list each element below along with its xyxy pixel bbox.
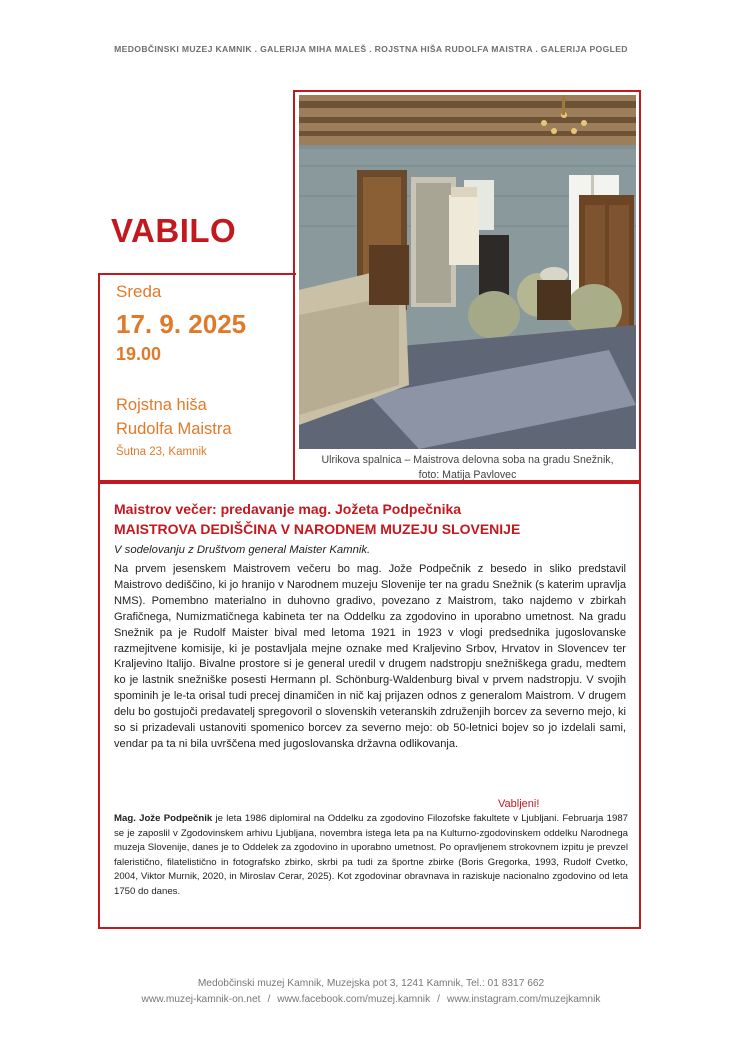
footer-links xyxy=(0,994,742,1005)
event-day: Sreda xyxy=(116,282,162,301)
event-time: 19.00 xyxy=(116,344,162,364)
speaker-bio-text: je leta 1986 diplomiral na Oddelku za zgodovino Filozofske fakultete v Ljubljani. Februarja 1987 se je zaposlil v Zgodovinskem arhivu Ljubljana, novembra istega leta pa na Kulturno-zgodovinskem oddelku Narodnega muzeja Slovenije, danes je to Oddelek za zgodovino in uporabno umetnost. Po opravljenem strokovnem izpitu je prevzel faleristično, filatelistično in fotografsko zbirko, skrbi pa tudi za športne zbirke (Boris Gregorka, 1993, Rudolf Cvetko, 2004, Viktor Murnik, 2020, in Miroslav Cerar, 2025). Kot zgodovinar obravnava in raziskuje nacionalno zgodovino od leta 1750 do danes. xyxy=(114,813,628,897)
speaker-name: Mag. Jože Podpečnik xyxy=(114,813,213,824)
lecture-subtitle: MAISTROVA DEDIŠČINA V NARODNEM MUZEJU SLOVENIJE xyxy=(114,521,521,537)
speaker-bio xyxy=(114,812,628,900)
room-photo xyxy=(299,95,636,449)
lecture-title: Maistrov večer: predavanje mag. Jožeta Podpečnika xyxy=(114,501,462,517)
event-date: 17. 9. 2025 xyxy=(116,309,247,339)
caption-line-1: Ulrikova spalnica – Maistrova delovna soba na gradu Snežnik, xyxy=(321,454,614,466)
venue-line-2: Rudolfa Maistra xyxy=(116,420,232,438)
caption-line-2: foto: Matija Pavlovec xyxy=(418,469,517,481)
venue-address: Šutna 23, Kamnik xyxy=(116,446,207,458)
event-description: Na prvem jesenskem Maistrovem večeru bo mag. Jože Podpečnik z besedo in sliko predstavil Maistrovo dediščino, ki jo hranijo v Narodnem muzeju Slovenije ter na gradu Snežnik (s katerim upravlja NMS). Pomembno materialno in duhovno gradivo, povezano z Maistrom, tako najdemo v zbirkah Grafičnega, Numizmatičnega kabineta ter na Oddelku za zgodovino in uporabno umetnost. Na gradu Snežnik pa je Rudolf Maister bival med letoma 1921 in 1923 v vlogi predsednika jugoslovanske razmejitvene komisije, ki je postavljala mejne oznake med Kraljevino Srbov, Hrvatov in Slovencev ter Kraljevino Italijo. Bivalne prostore si je general uredil v drugem nadstropju snežniškega gradu, medtem ko je lastnik snežniške posesti Hermann pl. Schönburg-Waldenburg bival v prvem nadstropju. V svojih spominih je le-ta orisal tudi precej dinamičen in nič kaj prijazen odnos z generalom Maistrom. V drugem delu bo gostujoči predavatelj spregovoril o slovenskih veteranskih združenjih borcev za severno mejo, ki so si prizadevali ustanoviti spomenico borcev za severno mejo: ob 50-letnici bojev so jo izdelali sami, vendar pa ta ni bila uvrščena med jugoslovanska državna odlikovanja. xyxy=(114,563,626,750)
footer-contact: Medobčinski muzej Kamnik, Muzejska pot 3, 1241 Kamnik, Tel.: 01 8317 662 xyxy=(197,978,545,989)
separator: / xyxy=(437,994,441,1005)
invitation-title: VABILO xyxy=(111,212,237,249)
photo-caption xyxy=(299,453,636,483)
website-link[interactable]: www.muzej-kamnik-on.net xyxy=(141,994,261,1005)
welcome-text: Vabljeni! xyxy=(498,798,540,810)
venue-line-1: Rojstna hiša xyxy=(116,396,207,414)
facebook-link[interactable]: www.facebook.com/muzej.kamnik xyxy=(277,994,431,1005)
separator: / xyxy=(267,994,271,1005)
instagram-link[interactable]: www.instagram.com/muzejkamnik xyxy=(447,994,601,1005)
collaboration-note: V sodelovanju z Društvom general Maister Kamnik. xyxy=(114,544,371,556)
institutions-header: MEDOBČINSKI MUZEJ KAMNIK . GALERIJA MIHA MALEŠ . ROJSTNA HIŠA RUDOLFA MAISTRA . GALERIJA POGLED xyxy=(114,44,628,54)
